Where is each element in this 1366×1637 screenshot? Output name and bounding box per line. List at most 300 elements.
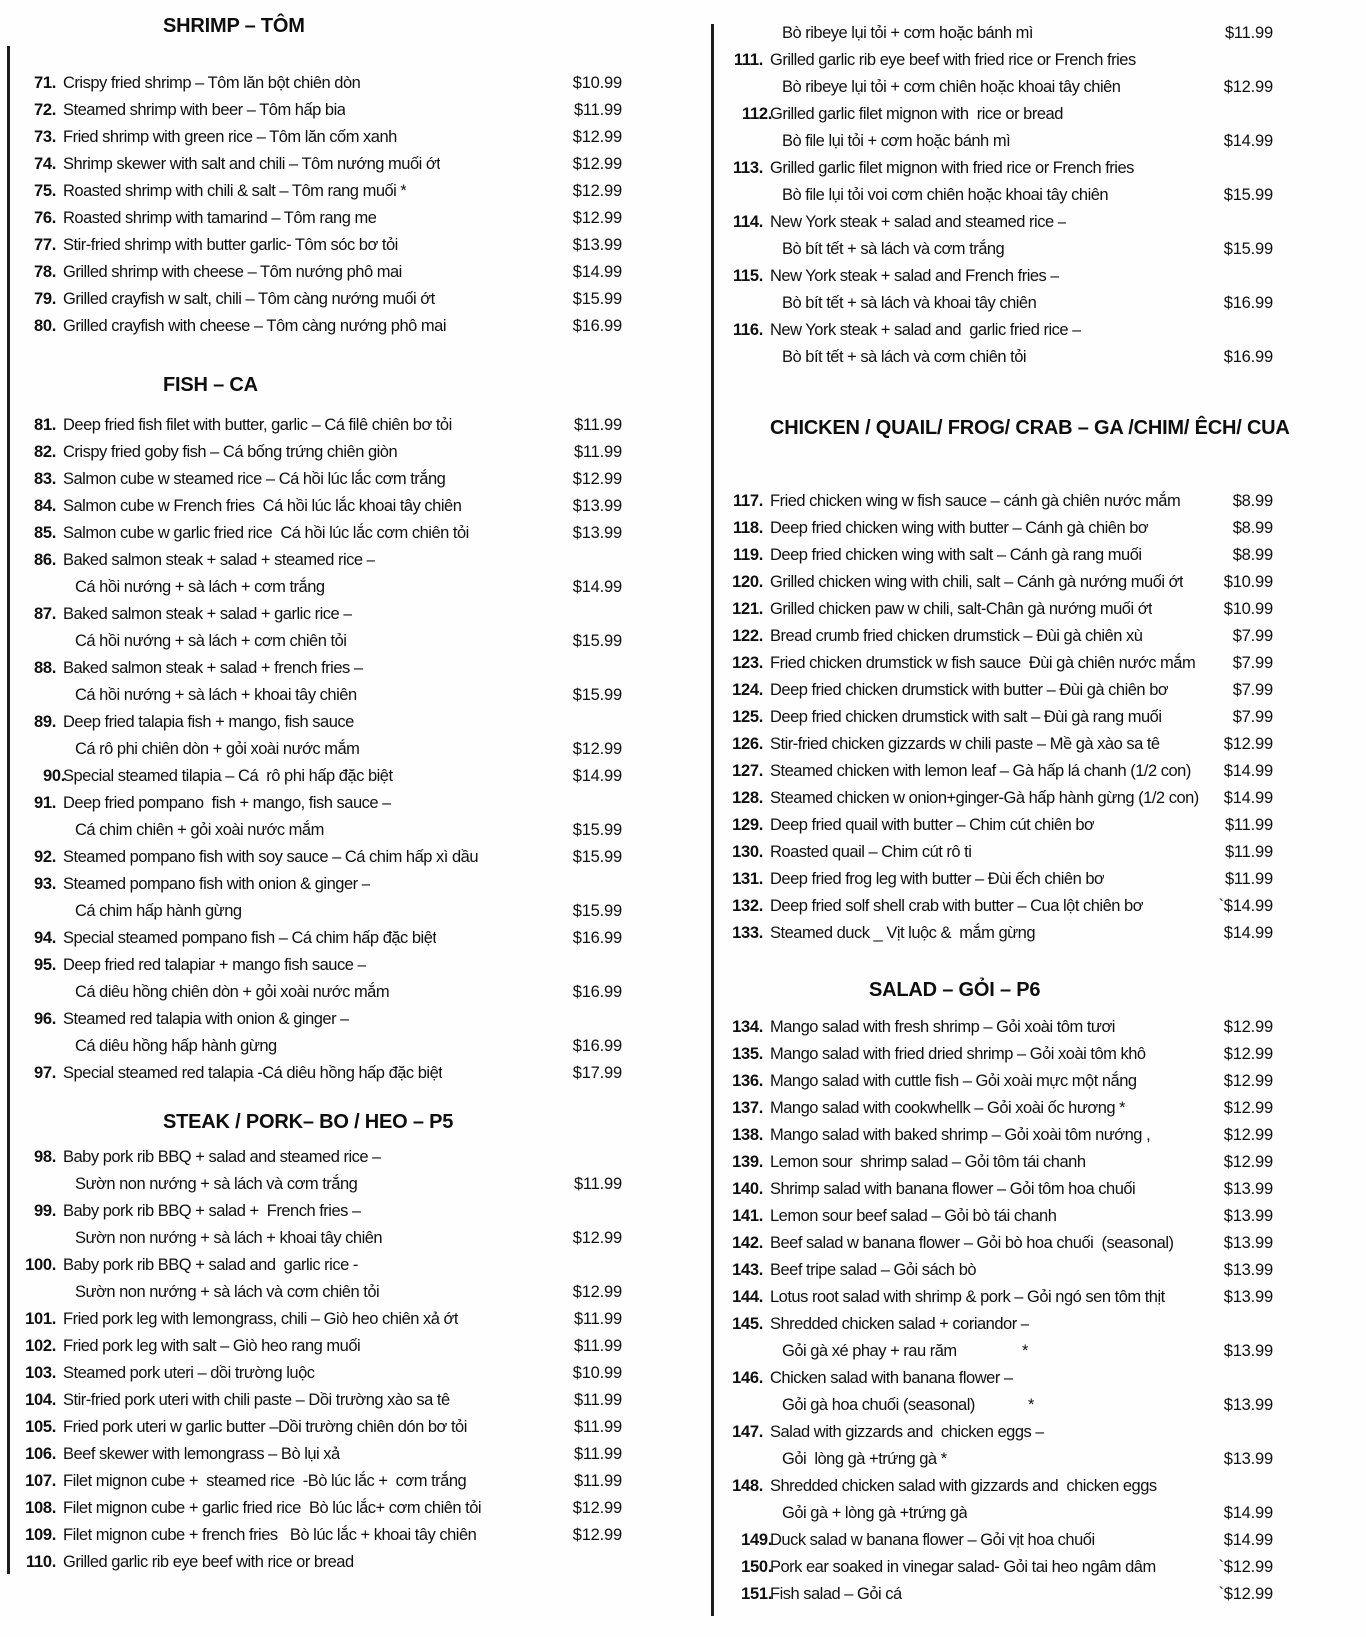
menu-item-row [10, 1144, 622, 1171]
item-number: 127. [732, 762, 763, 780]
item-text: Bò ribeye lụi tỏi + cơm chiên hoặc khoai tây chiên [782, 78, 1121, 96]
item-price: $12.99 [1223, 1153, 1273, 1171]
item-text: Deep fried chicken wing with salt – Cánh gà rang muối [770, 546, 1142, 564]
item-text: Steamed pork uteri – dồi trường luộc [63, 1364, 315, 1382]
item-price: $11.99 [573, 1310, 622, 1328]
menu-item-row [10, 1414, 622, 1441]
menu-item-row [10, 439, 622, 466]
menu-item-row [717, 1527, 1273, 1554]
item-text: Deep fried chicken drumstick with butter – Đùi gà chiên bơ [770, 681, 1169, 699]
item-number: 81. [33, 416, 56, 434]
item-text: Shrimp skewer with salt and chili – Tôm nướng muối ớt [63, 155, 441, 173]
item-price: $13.99 [1223, 1180, 1273, 1198]
item-text: Fried pork leg with salt – Giò heo rang muối [63, 1337, 361, 1355]
menu-item-row [717, 1419, 1273, 1446]
item-price: $14.99 [572, 767, 622, 785]
item-text: Roasted shrimp with chili & salt – Tôm rang muối * [63, 182, 407, 200]
item-price: $13.99 [1223, 1261, 1273, 1279]
item-text: Cá chim hấp hành gừng [75, 902, 242, 920]
item-number: 76. [33, 209, 56, 227]
item-text: Mango salad with fresh shrimp – Gỏi xoài tôm tươi [770, 1018, 1115, 1036]
item-price: $7.99 [1232, 654, 1273, 672]
item-text: Bò bít tết + sà lách và cơm chiên tỏi [782, 348, 1027, 366]
item-price: $15.99 [1223, 240, 1273, 258]
item-price: $15.99 [572, 632, 622, 650]
menu-item-row [717, 101, 1273, 128]
item-text: Stir-fried shrimp with butter garlic- Tôm sóc bơ tỏi [63, 236, 398, 254]
item-price: $7.99 [1232, 681, 1273, 699]
item-number: 148. [732, 1477, 763, 1495]
menu-item-row [10, 232, 622, 259]
item-text: Gỏi gà hoa chuối (seasonal) * [782, 1396, 1034, 1414]
menu-item-row [717, 47, 1273, 74]
item-price: $16.99 [572, 1037, 622, 1055]
item-price: $12.99 [572, 1229, 622, 1247]
item-text: Deep fried chicken wing with butter – Cánh gà chiên bơ [770, 519, 1149, 537]
menu-item-row [717, 839, 1273, 866]
item-text: Lotus root salad with shrimp & pork – Gỏi ngó sen tôm thịt [770, 1288, 1165, 1306]
item-text: Baby pork rib BBQ + salad and garlic rice - [63, 1256, 358, 1274]
menu-item-row [717, 866, 1273, 893]
item-price: $13.99 [1223, 1288, 1273, 1306]
item-text: New York steak + salad and garlic fried rice – [770, 321, 1081, 339]
item-text: Cá diêu hồng hấp hành gừng [75, 1037, 277, 1055]
item-number: 91. [33, 794, 56, 812]
menu-item-row [717, 1392, 1273, 1419]
item-number: 134. [732, 1018, 763, 1036]
item-number: 151. [741, 1585, 772, 1603]
item-number: 74. [33, 155, 56, 173]
item-number: 128. [732, 789, 763, 807]
item-text: Steamed chicken w onion+ginger-Gà hấp hành gừng (1/2 con) [770, 789, 1199, 807]
item-price: $16.99 [1223, 294, 1273, 312]
item-price: $12.99 [572, 128, 622, 146]
item-price: $13.99 [1223, 1450, 1273, 1468]
item-number: 131. [732, 870, 763, 888]
item-text: Stir-fried chicken gizzards w chili paste – Mề gà xào sa tê [770, 735, 1160, 753]
item-text: Sườn non nướng + sà lách và cơm chiên tỏi [75, 1283, 380, 1301]
item-text: Cá hồi nướng + sà lách + cơm chiên tỏi [75, 632, 347, 650]
item-number: 102. [25, 1337, 56, 1355]
item-text: Deep fried quail with butter – Chim cút chiên bơ [770, 816, 1095, 834]
item-number: 86. [33, 551, 56, 569]
item-number: 108. [25, 1499, 56, 1517]
menu-item-row [10, 790, 622, 817]
item-number: 117. [732, 492, 763, 510]
item-number: 96. [33, 1010, 56, 1028]
item-number: 105. [25, 1418, 56, 1436]
item-number: 94. [33, 929, 56, 947]
item-text: Roasted quail – Chim cút rô ti [770, 843, 972, 861]
menu-item-row [717, 569, 1273, 596]
menu-item-row [10, 601, 622, 628]
menu-item-row [717, 1257, 1273, 1284]
item-number: 79. [33, 290, 56, 308]
item-price: $11.99 [573, 1418, 622, 1436]
section-header: SHRIMP – TÔM [163, 15, 305, 37]
menu-item-row [717, 344, 1273, 371]
menu-item-row [10, 1522, 622, 1549]
item-text: Deep fried fish filet with butter, garlic – Cá filê chiên bơ tỏi [63, 416, 452, 434]
item-text: Deep fried chicken drumstick with salt – Đùi gà rang muối [770, 708, 1162, 726]
item-price: $14.99 [1223, 1531, 1273, 1549]
item-number: 116. [732, 321, 763, 339]
menu-item-row [10, 574, 622, 601]
menu-item-row [717, 893, 1273, 920]
item-price: $11.99 [1224, 870, 1273, 888]
menu-item-row [717, 1500, 1273, 1527]
item-number: 137. [732, 1099, 763, 1117]
item-number: 101. [25, 1310, 56, 1328]
item-price: $12.99 [572, 1283, 622, 1301]
item-text: Beef skewer with lemongrass – Bò lụi xả [63, 1445, 340, 1463]
menu-item-row [10, 1333, 622, 1360]
item-text: Bò file lụi tỏi voi cơm chiên hoặc khoai tây chiên [782, 186, 1109, 204]
menu-item-row [10, 520, 622, 547]
menu-item-row [10, 412, 622, 439]
item-number: 120. [732, 573, 763, 591]
item-text: Deep fried talapia fish + mango, fish sauce [63, 713, 354, 731]
item-number: 126. [732, 735, 763, 753]
menu-item-row [717, 812, 1273, 839]
menu-item-row [717, 1338, 1273, 1365]
item-number: 87. [33, 605, 56, 623]
item-number: 77. [33, 236, 56, 254]
item-text: Fried chicken drumstick w fish sauce Đùi gà chiên nước mắm [770, 654, 1196, 672]
item-text: Bread crumb fried chicken drumstick – Đùi gà chiên xù [770, 627, 1143, 645]
item-text: Chicken salad with banana flower – [770, 1369, 1013, 1387]
menu-item-row [717, 1311, 1273, 1338]
item-number: 90. [42, 767, 65, 785]
menu-item-row [10, 628, 622, 655]
item-text: Pork ear soaked in vinegar salad- Gỏi tai heo ngâm dâm [770, 1558, 1156, 1576]
menu-item-row [717, 1554, 1273, 1581]
item-price: $7.99 [1232, 708, 1273, 726]
item-text: Gỏi lòng gà +trứng gà * [782, 1450, 947, 1468]
item-number: 89. [33, 713, 56, 731]
menu-item-row [10, 178, 622, 205]
item-number: 88. [33, 659, 56, 677]
menu-item-row [10, 979, 622, 1006]
item-text: Crispy fried goby fish – Cá bống trứng chiên giòn [63, 443, 398, 461]
menu-item-row [717, 515, 1273, 542]
menu-item-row [10, 709, 622, 736]
item-number: 121. [732, 600, 763, 618]
menu-item-row [10, 655, 622, 682]
item-price: $13.99 [1223, 1342, 1273, 1360]
item-number: 149. [741, 1531, 772, 1549]
item-text: Bò bít tết + sà lách và khoai tây chiên [782, 294, 1037, 312]
item-text: Beef tripe salad – Gỏi sách bò [770, 1261, 977, 1279]
item-text: Filet mignon cube + french fries Bò lúc lắc + khoai tây chiên [63, 1526, 477, 1544]
menu-item-row [10, 547, 622, 574]
item-number: 138. [732, 1126, 763, 1144]
item-price: $7.99 [1232, 627, 1273, 645]
item-text: Deep fried pompano fish + mango, fish sauce – [63, 794, 391, 812]
menu-item-row [10, 871, 622, 898]
item-number: 110. [25, 1553, 56, 1571]
item-text: Steamed shrimp with beer – Tôm hấp bia [63, 101, 346, 119]
item-text: Salmon cube w steamed rice – Cá hồi lúc lắc cơm trắng [63, 470, 446, 488]
menu-item-row [717, 542, 1273, 569]
menu-item-row [717, 1581, 1273, 1608]
item-text: Mango salad with cookwhellk – Gỏi xoài ốc hương * [770, 1099, 1126, 1117]
item-text: Cá rô phi chiên dòn + gỏi xoài nước mắm [75, 740, 360, 758]
item-number: 115. [732, 267, 763, 285]
item-number: 114. [732, 213, 763, 231]
item-price: $12.99 [572, 470, 622, 488]
item-text: Grilled chicken paw w chili, salt-Chân gà nướng muối ớt [770, 600, 1153, 618]
item-price: $10.99 [572, 74, 622, 92]
item-text: Deep fried red talapiar + mango fish sauce – [63, 956, 367, 974]
item-number: 147. [732, 1423, 763, 1441]
item-text: Baby pork rib BBQ + salad + French fries – [63, 1202, 361, 1220]
item-number: 125. [732, 708, 763, 726]
menu-item-row [717, 1041, 1273, 1068]
item-text: Bò ribeye lụi tỏi + cơm hoặc bánh mì [782, 24, 1033, 42]
item-number: 118. [732, 519, 763, 537]
item-text: Grilled shrimp with cheese – Tôm nướng phô mai [63, 263, 402, 281]
item-text: Grilled chicken wing with chili, salt – Cánh gà nướng muối ớt [770, 573, 1184, 591]
item-number: 150. [741, 1558, 772, 1576]
item-text: Special steamed red talapia -Cá diêu hồng hấp đặc biệt [63, 1064, 443, 1082]
item-text: Mango salad with baked shrimp – Gỏi xoài tôm nướng , [770, 1126, 1151, 1144]
item-number: 146. [732, 1369, 763, 1387]
item-text: Grilled garlic filet mignon with rice or bread [770, 105, 1063, 123]
menu-item-row [717, 785, 1273, 812]
item-price: $14.99 [1223, 762, 1273, 780]
item-price: $13.99 [1223, 1234, 1273, 1252]
item-text: Fried pork leg with lemongrass, chili – Giò heo chiên xả ớt [63, 1310, 458, 1328]
item-price: $11.99 [573, 1445, 622, 1463]
item-price: $12.99 [1223, 1045, 1273, 1063]
item-number: 132. [732, 897, 763, 915]
item-price: $14.99 [1223, 789, 1273, 807]
menu-item-row [10, 493, 622, 520]
item-price: $15.99 [572, 848, 622, 866]
menu-item-row [717, 1230, 1273, 1257]
menu-item-row [717, 731, 1273, 758]
menu-item-row [717, 155, 1273, 182]
item-text: Salmon cube w French fries Cá hồi lúc lắc khoai tây chiên [63, 497, 462, 515]
item-price: `$12.99 [1218, 1558, 1273, 1576]
item-text: Fried chicken wing w fish sauce – cánh gà chiên nước mắm [770, 492, 1181, 510]
item-text: Bò file lụi tỏi + cơm hoặc bánh mì [782, 132, 1011, 150]
item-price: $11.99 [573, 443, 622, 461]
item-text: Sườn non nướng + sà lách và cơm trắng [75, 1175, 358, 1193]
item-price: $11.99 [573, 1337, 622, 1355]
item-price: $8.99 [1232, 492, 1273, 510]
section-header: SALAD – GỎI – P6 [869, 979, 1041, 1001]
menu-item-row [10, 1033, 622, 1060]
item-price: `$12.99 [1218, 1585, 1273, 1603]
section-header: CHICKEN / QUAIL/ FROG/ CRAB – GA /CHIM/ ÊCH/ CUA [770, 417, 1290, 439]
item-text: Salmon cube w garlic fried rice Cá hồi lúc lắc cơm chiên tỏi [63, 524, 469, 542]
item-number: 135. [732, 1045, 763, 1063]
menu-item-row [717, 20, 1273, 47]
item-price: $12.99 [572, 740, 622, 758]
item-price: $11.99 [573, 416, 622, 434]
menu-item-row [10, 1225, 622, 1252]
item-price: $11.99 [573, 1472, 622, 1490]
item-price: $11.99 [1224, 24, 1273, 42]
menu-item-row [10, 70, 622, 97]
item-price: $14.99 [572, 578, 622, 596]
menu-item-row [10, 286, 622, 313]
menu-item-row [10, 1306, 622, 1333]
item-text: Duck salad w banana flower – Gỏi vịt hoa chuối [770, 1531, 1095, 1549]
item-price: $13.99 [1223, 1207, 1273, 1225]
menu-item-row [10, 817, 622, 844]
item-price: $10.99 [572, 1364, 622, 1382]
item-text: Deep fried solf shell crab with butter – Cua lột chiên bơ [770, 897, 1144, 915]
menu-item-row [10, 1279, 622, 1306]
item-number: 104. [25, 1391, 56, 1409]
item-price: $13.99 [1223, 1396, 1273, 1414]
item-text: Cá hồi nướng + sà lách + cơm trắng [75, 578, 325, 596]
item-price: $12.99 [572, 1499, 622, 1517]
item-text: Lemon sour shrimp salad – Gỏi tôm tái chanh [770, 1153, 1086, 1171]
item-text: Baked salmon steak + salad + french fries – [63, 659, 363, 677]
item-price: $12.99 [1223, 735, 1273, 753]
item-text: Cá diêu hồng chiên dòn + gỏi xoài nước mắm [75, 983, 390, 1001]
item-price: $11.99 [1224, 816, 1273, 834]
item-text: Baby pork rib BBQ + salad and steamed rice – [63, 1148, 381, 1166]
item-number: 113. [732, 159, 763, 177]
menu-item-row [717, 1095, 1273, 1122]
menu-item-row [717, 758, 1273, 785]
item-text: Grilled crayfish with cheese – Tôm càng nướng phô mai [63, 317, 447, 335]
section-header: FISH – CA [163, 374, 258, 396]
item-text: Beef salad w banana flower – Gỏi bò hoa chuối (seasonal) [770, 1234, 1174, 1252]
item-text: Mango salad with cuttle fish – Gỏi xoài mực một nắng [770, 1072, 1137, 1090]
item-number: 83. [33, 470, 56, 488]
item-price: $8.99 [1232, 519, 1273, 537]
item-price: $12.99 [572, 1526, 622, 1544]
item-number: 139. [732, 1153, 763, 1171]
menu-item-row [10, 1468, 622, 1495]
menu-item-row [717, 317, 1273, 344]
item-number: 142. [732, 1234, 763, 1252]
item-number: 111. [733, 51, 763, 69]
menu-item-row [10, 1549, 622, 1576]
item-price: $10.99 [1223, 573, 1273, 591]
item-number: 98. [33, 1148, 56, 1166]
menu-item-row [717, 1473, 1273, 1500]
menu-item-row [10, 925, 622, 952]
item-price: $14.99 [1223, 1504, 1273, 1522]
item-text: New York steak + salad and French fries – [770, 267, 1060, 285]
item-number: 80. [33, 317, 56, 335]
item-text: Lemon sour beef salad – Gỏi bò tái chanh [770, 1207, 1057, 1225]
menu-item-row [10, 97, 622, 124]
item-number: 84. [33, 497, 56, 515]
item-text: Baked salmon steak + salad + steamed rice – [63, 551, 376, 569]
menu-item-row [717, 1149, 1273, 1176]
item-text: Fried pork uteri w garlic butter –Dồi trường chiên dón bơ tỏi [63, 1418, 467, 1436]
menu-item-row [717, 1446, 1273, 1473]
menu-item-row [717, 1365, 1273, 1392]
menu-item-row [10, 898, 622, 925]
item-price: $15.99 [572, 821, 622, 839]
item-text: Stir-fried pork uteri with chili paste – Dồi trường xào sa tê [63, 1391, 450, 1409]
menu-item-row [717, 1122, 1273, 1149]
menu-item-row [717, 128, 1273, 155]
menu-item-row [717, 1284, 1273, 1311]
item-number: 82. [33, 443, 56, 461]
item-price: $11.99 [573, 1391, 622, 1409]
menu-item-row [10, 313, 622, 340]
item-price: $8.99 [1232, 546, 1273, 564]
item-text: Shredded chicken salad with gizzards and chicken eggs [770, 1477, 1157, 1495]
item-price: $15.99 [572, 902, 622, 920]
menu-item-row [717, 236, 1273, 263]
menu-item-row [10, 952, 622, 979]
item-text: Steamed chicken with lemon leaf – Gà hấp lá chanh (1/2 con) [770, 762, 1191, 780]
item-text: Grilled garlic rib eye beef with rice or bread [63, 1553, 354, 1571]
menu-item-row [717, 1203, 1273, 1230]
item-text: Salad with gizzards and chicken eggs – [770, 1423, 1045, 1441]
item-number: 72. [33, 101, 56, 119]
item-number: 73. [33, 128, 56, 146]
item-number: 95. [33, 956, 56, 974]
item-number: 93. [33, 875, 56, 893]
item-price: $16.99 [572, 983, 622, 1001]
menu-item-row [717, 677, 1273, 704]
menu-column-right [717, 0, 1290, 1608]
menu-item-row [717, 290, 1273, 317]
menu-item-row [717, 1068, 1273, 1095]
item-price: $12.99 [572, 209, 622, 227]
item-number: 145. [732, 1315, 763, 1333]
item-text: Gỏi gà xé phay + rau răm * [782, 1342, 1028, 1360]
item-price: $13.99 [572, 524, 622, 542]
item-text: Crispy fried shrimp – Tôm lăn bột chiên dòn [63, 74, 361, 92]
menu-item-row [10, 1171, 622, 1198]
item-text: Shrimp salad with banana flower – Gỏi tôm hoa chuối [770, 1180, 1136, 1198]
item-price: $13.99 [572, 497, 622, 515]
item-text: Mango salad with fried dried shrimp – Gỏi xoài tôm khô [770, 1045, 1146, 1063]
item-price: $14.99 [1223, 132, 1273, 150]
item-number: 133. [732, 924, 763, 942]
item-text: Grilled garlic filet mignon with fried rice or French fries [770, 159, 1134, 177]
item-number: 122. [732, 627, 763, 645]
item-number: 136. [732, 1072, 763, 1090]
item-price: $12.99 [1223, 1018, 1273, 1036]
item-number: 107. [25, 1472, 56, 1490]
item-text: Fried shrimp with green rice – Tôm lăn cốm xanh [63, 128, 397, 146]
menu-item-row [10, 682, 622, 709]
item-number: 124. [732, 681, 763, 699]
item-number: 141. [732, 1207, 763, 1225]
item-number: 85. [33, 524, 56, 542]
menu-item-row [10, 259, 622, 286]
item-number: 75. [33, 182, 56, 200]
item-number: 78. [33, 263, 56, 281]
item-price: $12.99 [1223, 1099, 1273, 1117]
item-price: $12.99 [1223, 78, 1273, 96]
menu-item-row [10, 1495, 622, 1522]
menu-item-row [717, 74, 1273, 101]
menu-item-row [10, 1006, 622, 1033]
item-price: $11.99 [573, 101, 622, 119]
item-text: Special steamed tilapia – Cá rô phi hấp đặc biệt [63, 767, 393, 785]
menu-item-row [10, 151, 622, 178]
menu-item-row [10, 844, 622, 871]
item-number: 129. [732, 816, 763, 834]
item-number: 71. [33, 74, 56, 92]
item-number: 123. [732, 654, 763, 672]
